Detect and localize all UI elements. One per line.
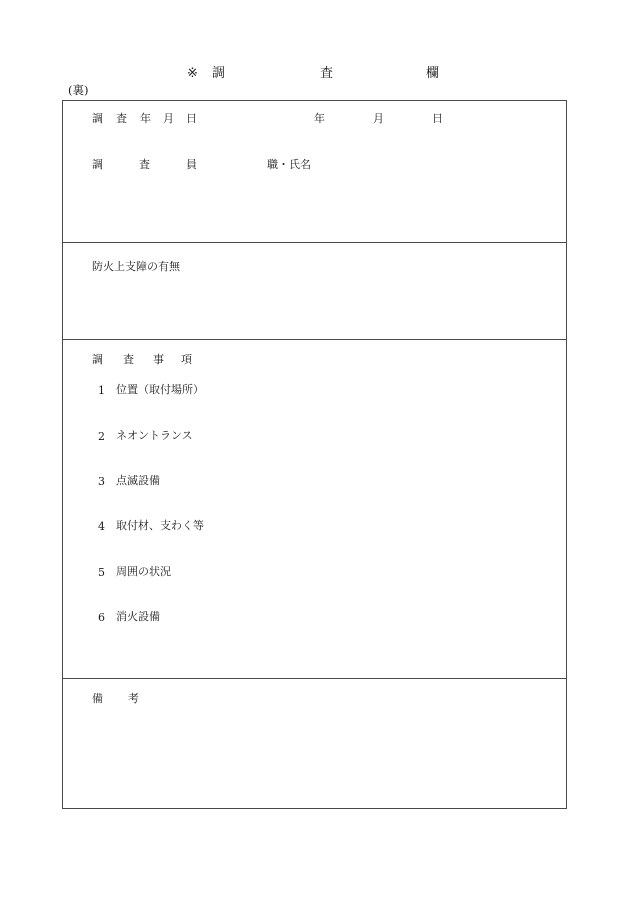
title-char-2: 査	[320, 66, 334, 81]
inspector-label-char-2: 査	[139, 158, 150, 171]
date-month-field[interactable]: 月	[373, 112, 384, 125]
item-3-text: 点滅設備	[116, 474, 160, 487]
item-4-text: 取付材、支わく等	[116, 519, 204, 532]
item-2-number: 2	[98, 430, 105, 443]
date-year-field[interactable]: 年	[314, 112, 325, 125]
item-1-number: 1	[98, 384, 105, 397]
inspector-label-char-3: 員	[186, 158, 197, 171]
item-5-number: 5	[98, 566, 105, 579]
title-char-3: 欄	[426, 66, 440, 81]
back-side-label: (裏)	[68, 83, 89, 97]
date-label-char-2: 査	[116, 112, 127, 125]
item-6-number: 6	[98, 611, 105, 624]
item-1-text: 位置（取付場所）	[116, 383, 204, 396]
date-label-char-5: 日	[186, 112, 197, 125]
item-6-text: 消火設備	[116, 610, 160, 623]
divider-1	[63, 242, 566, 243]
inspector-label-char-1: 調	[92, 158, 103, 171]
date-label-char-1: 調	[92, 112, 103, 125]
remarks-label-char-1: 備	[92, 692, 103, 705]
date-label-char-3: 年	[140, 112, 151, 125]
note-mark: ※	[187, 66, 198, 81]
item-4-number: 4	[98, 520, 105, 533]
remarks-label-char-2: 考	[128, 692, 139, 705]
items-label-char-2: 査	[123, 353, 134, 366]
items-label-char-3: 事	[153, 353, 164, 366]
divider-2	[63, 339, 566, 340]
title-char-1: 調	[212, 66, 226, 81]
inspector-title-name-field[interactable]: 職・氏名	[267, 158, 311, 171]
items-label-char-1: 調	[92, 353, 103, 366]
item-3-number: 3	[98, 475, 105, 488]
item-2-text: ネオントランス	[116, 429, 193, 442]
items-label-char-4: 項	[181, 353, 192, 366]
date-day-field[interactable]: 日	[432, 112, 443, 125]
fire-safety-label: 防火上支障の有無	[92, 260, 180, 273]
divider-3	[63, 678, 566, 679]
date-label-char-4: 月	[163, 112, 174, 125]
item-5-text: 周囲の状況	[116, 565, 171, 578]
